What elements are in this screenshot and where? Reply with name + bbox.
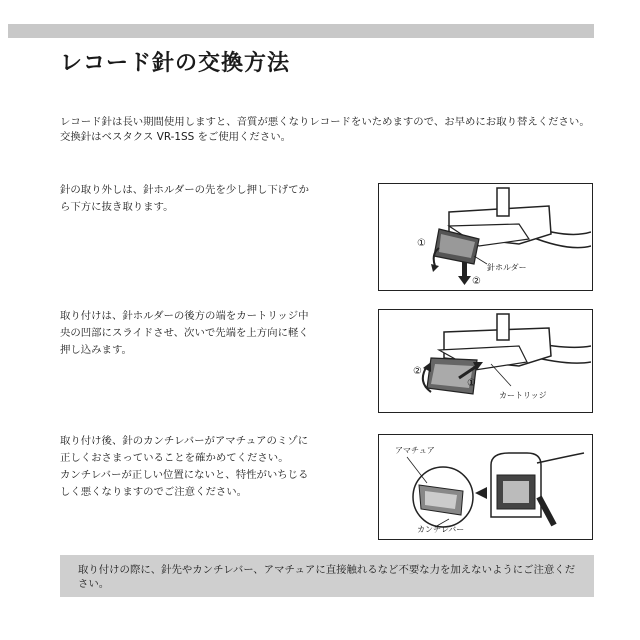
step-marker-1: ① [417,238,426,249]
step-3-text [60,433,330,501]
attachment-illustration [379,310,591,411]
figure-attachment [378,309,593,413]
step-line: 押し込みます。 [60,344,132,356]
step-marker-2: ② [472,276,481,287]
cartridge-label: カートリッジ [499,391,547,400]
armature-label: アマチュア [395,446,435,455]
caution-notice [60,555,594,597]
step-line: 取り付け後、針のカンチレバーがアマチュアのミゾに [60,435,309,447]
step-marker-1: ① [467,378,476,389]
cantilever-label: カンチレバー [417,525,465,534]
removal-illustration [379,184,591,289]
step-line: カンチレバーが正しい位置にないと、特性がいちじる [60,469,309,481]
figure-removal [378,183,593,291]
step-line: 正しくおさまっていることを確かめてください。 [60,452,289,464]
step-line: 央の凹部にスライドさせ、次いで先端を上方向に軽く [60,327,309,339]
page-title: レコード針の交換方法 [60,51,291,76]
step-line: 取り付けは、針ホルダーの後方の端をカートリッジ中 [60,310,309,322]
step-line: 針の取り外しは、針ホルダーの先を少し押し下げてか [60,184,309,196]
header-bar [8,24,594,38]
intro-text [60,115,590,145]
step-line: しく悪くなりますのでご注意ください。 [60,486,248,498]
caution-text: 取り付けの際に、針先やカンチレバー、アマチュアに直接触れるなど不要な力を加えないようにご注意ください。 [78,564,576,590]
step-marker-2: ② [413,366,422,377]
step-2-text [60,308,330,359]
step-1-text [60,182,330,216]
check-illustration [379,435,591,538]
intro-line: 交換針はベスタクス VR-1SS をご使用ください。 [60,131,291,143]
step-line: ら下方に抜き取ります。 [60,201,174,213]
needle-holder-label: 針ホルダー [487,263,527,272]
intro-line: レコード針は長い期間使用しますと、音質が悪くなりレコードをいためますので、お早めにお取り替えください。 [60,116,590,128]
figure-check [378,434,593,540]
